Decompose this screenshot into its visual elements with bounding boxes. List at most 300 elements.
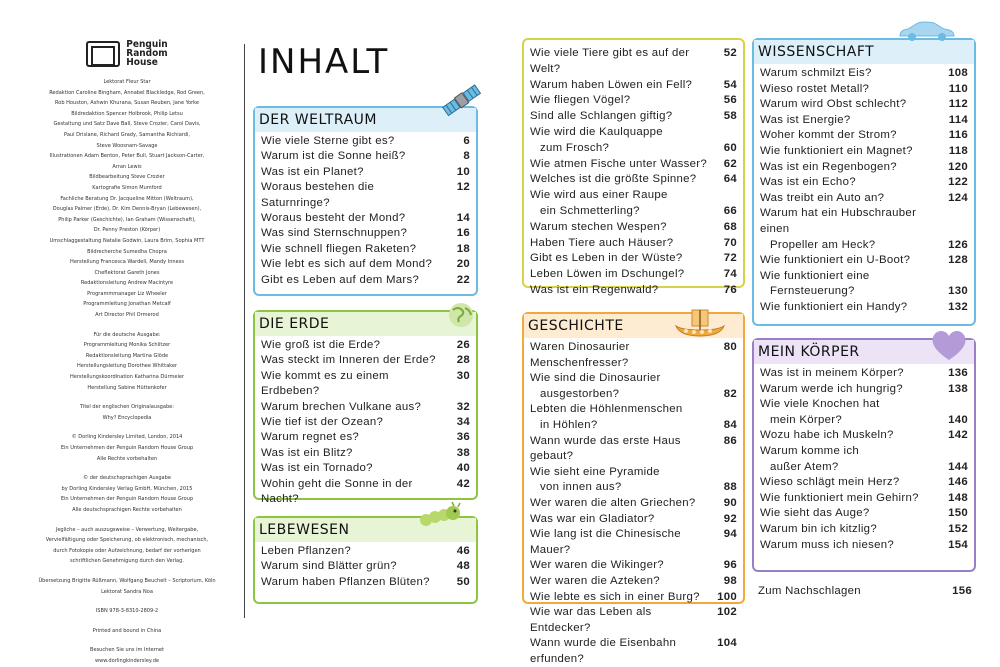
heart-icon: [930, 328, 968, 362]
toc-entry-page: 90: [723, 496, 737, 509]
toc-entry[interactable]: [261, 415, 470, 430]
toc-entry[interactable]: [530, 480, 737, 496]
toc-entry-page: 8: [463, 150, 470, 163]
toc-entry-page: 132: [948, 300, 968, 313]
imprint-text: [20, 77, 234, 667]
imprint-line: schriftlichen Genehmigung durch den Verlag.: [70, 558, 184, 565]
toc-entry-page: 34: [456, 416, 470, 429]
toc-entry[interactable]: [760, 382, 968, 398]
toc-entry-page: 58: [723, 110, 737, 123]
logo-line: Penguin: [126, 39, 168, 50]
toc-entry-page: 116: [948, 129, 968, 142]
toc-entry[interactable]: [261, 544, 470, 559]
toc-entry-page: 102: [717, 606, 737, 619]
toc-entry[interactable]: [530, 109, 737, 125]
toc-entry[interactable]: [530, 465, 737, 481]
toc-entry-text: Wie sieht das Auge?: [760, 507, 870, 520]
toc-entry-text: Haben Tiere auch Häuser?: [530, 236, 674, 249]
toc-entry-text: Was ist in meinem Körper?: [760, 367, 904, 379]
toc-entry-text: Was ist ein Regenwald?: [530, 283, 659, 296]
toc-entry-text: Wie viele Knochen hat: [760, 398, 880, 411]
satellite-icon: [440, 80, 484, 120]
section-wissenschaft: [752, 38, 976, 326]
toc-entry-text: außer Atem?: [770, 460, 839, 473]
toc-entry[interactable]: [760, 475, 968, 491]
toc-entry-page: 74: [723, 268, 737, 281]
toc-entry-text: Wie funktioniert ein Magnet?: [760, 144, 913, 157]
section-geschichte: [522, 312, 745, 665]
toc-entry-text: Wozu habe ich Muskeln?: [760, 429, 894, 442]
toc-entry-page: 6: [463, 135, 470, 147]
toc-entry[interactable]: [261, 353, 470, 368]
toc-entry-page: 154: [948, 538, 968, 551]
toc-entry-page: 56: [723, 94, 737, 107]
toc-entry[interactable]: [530, 590, 737, 606]
toc-entry[interactable]: [261, 575, 470, 590]
toc-entry-text: Warum komme ich: [760, 444, 860, 457]
imprint-line: Cheflektorat Gareth Jones: [94, 269, 160, 276]
imprint-gap: [20, 516, 234, 525]
toc-entry[interactable]: [530, 220, 737, 236]
section-erde: [253, 310, 478, 506]
toc-entry-page: 42: [456, 477, 470, 490]
imprint-line: Vervielfältigung oder Speicherung, ob elektronisch, mechanisch,: [45, 537, 209, 544]
toc-entry-page: 76: [723, 283, 737, 296]
toc-entry-page: 94: [723, 528, 737, 541]
toc-entry[interactable]: [760, 506, 968, 522]
toc-entry-text: Waren Dinosaurier Menschenfresser?: [530, 341, 630, 369]
imprint-line: Lektorat Sandra Noa: [101, 588, 153, 595]
toc-entry[interactable]: [530, 236, 737, 252]
toc-entry[interactable]: [760, 538, 968, 554]
toc-entry-text: Was ist ein Tornado?: [261, 462, 373, 475]
toc-entry-text: Wann wurde das erste Haus gebaut?: [530, 434, 681, 463]
toc-entry-page: 152: [948, 522, 968, 535]
toc-entry-text: von innen aus?: [540, 481, 622, 494]
toc-entry[interactable]: [760, 413, 968, 429]
toc-entry-text: Wieso rostet Metall?: [760, 82, 870, 95]
toc-entry-text: Wie viele Sterne gibt es?: [261, 135, 395, 147]
imprint-line: Dr. Penny Preston (Körper): [93, 227, 161, 234]
toc-entry[interactable]: [530, 188, 737, 204]
toc-entry[interactable]: [530, 387, 737, 403]
imprint-line: Arran Lewis: [112, 163, 142, 170]
toc-entry[interactable]: [530, 78, 737, 94]
section-koerper: [752, 338, 976, 572]
logo-line: House: [126, 57, 158, 68]
toc-entry-page: 52: [723, 47, 737, 59]
imprint-gap: [20, 617, 234, 626]
toc-entry-text: Was ist Energie?: [760, 113, 851, 126]
imprint-line: Jegliche – auch auszugsweise – Verwertung, Weitergabe,: [55, 526, 199, 533]
toc-entry-page: 124: [948, 191, 968, 204]
toc-entry-text: Wie schnell fliegen Raketen?: [261, 242, 417, 255]
toc-entry[interactable]: [760, 97, 968, 113]
toc-entry[interactable]: [261, 211, 470, 226]
toc-entry-text: Wohin geht die Sonne in der Nacht?: [261, 477, 413, 506]
toc-entry[interactable]: [760, 300, 968, 316]
toc-entry-page: 46: [456, 545, 470, 557]
toc-entry[interactable]: [530, 172, 737, 188]
toc-entry-text: Warum schmilzt Eis?: [760, 67, 872, 79]
toc-entry[interactable]: [530, 267, 737, 283]
imprint-gap: [20, 393, 234, 402]
toc-entry-page: 114: [948, 113, 968, 126]
imprint-line: Steve Woosnam-Savage: [96, 142, 158, 149]
toc-entry-text: Was ist ein Echo?: [760, 176, 856, 189]
page-title: INHALT: [258, 42, 390, 82]
toc-entry-text: Was treibt ein Auto an?: [760, 191, 885, 204]
imprint-line: Art Director Phil Ormerod: [95, 312, 159, 319]
imprint-line: Herstellung Francesca Wardell, Mandy Inness: [70, 259, 184, 266]
imprint-line: Alle deutschsprachigen Rechte vorbehalten: [72, 506, 182, 513]
toc-entry-text: Wie wird aus einer Raupe: [530, 189, 668, 202]
toc-entry[interactable]: [760, 160, 968, 176]
imprint-line: Übersetzung Brigitte Rüßmann, Wolfgang Beuchelt – Scriptorium, Köln: [38, 577, 216, 584]
toc-entry-page: 50: [456, 575, 470, 588]
toc-entry[interactable]: [261, 149, 470, 164]
toc-entry-text: Warum ist die Sonne heiß?: [261, 150, 406, 163]
toc-entry[interactable]: [530, 605, 737, 636]
imprint-line: Programmmanager Liz Wheeler: [87, 290, 167, 297]
toc-entry-page: 80: [723, 341, 737, 353]
toc-entry[interactable]: [760, 253, 968, 269]
toc-entry[interactable]: [261, 338, 470, 353]
globe-icon: [444, 300, 478, 330]
car-icon: [896, 20, 958, 42]
toc-entry-page: 136: [948, 367, 968, 379]
toc-entry[interactable]: [530, 574, 737, 590]
imprint-line: Bildredaktion Spencer Holbrook, Philip Letsu: [71, 110, 183, 117]
imprint-line: ISBN 978-3-8310-2809-2: [95, 608, 159, 615]
toc-entry[interactable]: [530, 527, 737, 558]
toc-entry-page: 130: [948, 285, 968, 298]
publisher-logo: [20, 40, 234, 67]
imprint-column: [20, 40, 234, 667]
toc-entry[interactable]: [261, 369, 470, 400]
toc-entry-page: 104: [717, 637, 737, 650]
toc-entry[interactable]: [530, 496, 737, 512]
imprint-gap: [20, 597, 234, 606]
imprint-line: durch Fotokopie oder Aufzeichnung, bedarf der vorherigen: [53, 547, 201, 554]
toc-entry[interactable]: [760, 522, 968, 538]
imprint-line: Bildbearbeitung Steve Crozier: [89, 174, 165, 181]
imprint-line: by Dorling Kindersley Verlag GmbH, München, 2015: [61, 485, 193, 492]
toc-entry[interactable]: [530, 402, 737, 418]
imprint-line: Gestaltung und Satz Dave Ball, Steve Crozier, Carol Davis,: [53, 121, 201, 128]
toc-entry-page: 22: [456, 273, 470, 286]
imprint-line: © Dorling Kindersley Limited, London, 2014: [71, 434, 183, 441]
toc-entry-page: 110: [948, 82, 968, 95]
imprint-line: Illustrationen Adam Benton, Peter Bull, Stuart Jackson-Carter,: [49, 153, 205, 160]
toc-entry-page: 32: [456, 400, 470, 413]
imprint-line: Philip Parker (Geschichte), Ian Graham (Wissenschaft),: [58, 216, 196, 223]
imprint-line: Paul Drislane, Richard Grady, Samantha Richiardi,: [64, 131, 190, 138]
toc-entry-page: 30: [456, 369, 470, 382]
toc-entry-text: Wie atmen Fische unter Wasser?: [530, 157, 707, 170]
toc-entry-page: 138: [948, 382, 968, 395]
toc-entry-page: 108: [948, 67, 968, 79]
toc-entry-text: in Höhlen?: [540, 418, 598, 431]
toc-entry[interactable]: [530, 46, 737, 78]
toc-entry-page: 70: [723, 236, 737, 249]
imprint-line: © der deutschsprachigen Ausgabe: [83, 475, 171, 482]
toc-entry-page: 112: [948, 98, 968, 111]
toc-entry[interactable]: [261, 242, 470, 257]
toc-entry-text: mein Körper?: [770, 413, 842, 426]
toc-entry[interactable]: [760, 428, 968, 444]
toc-entry[interactable]: [530, 418, 737, 434]
section-weltraum: [253, 106, 478, 296]
toc-entry-page: 28: [456, 354, 470, 367]
toc-entry-page: 26: [456, 339, 470, 351]
viking-ship-icon: [674, 308, 726, 342]
toc-entry-text: Wie kommt es zu einem Erdbeben?: [261, 369, 389, 398]
imprint-line: Programmleitung Jonathan Metcalf: [83, 301, 171, 308]
toc-entry[interactable]: [760, 206, 968, 237]
toc-entry-text: Lebten die Höhlenmenschen: [530, 403, 683, 416]
imprint-line: Redaktionsleitung Martina Glöde: [85, 352, 169, 359]
toc-entry[interactable]: [261, 559, 470, 574]
toc-entry-page: 10: [456, 165, 470, 178]
toc-entry[interactable]: [760, 444, 968, 460]
toc-entry-text: Was ist ein Blitz?: [261, 446, 353, 459]
imprint-line: Ein Unternehmen der Penguin Random House Group: [60, 445, 194, 451]
toc-entry[interactable]: [760, 82, 968, 98]
toc-entry[interactable]: [261, 461, 470, 476]
toc-entry-page: 128: [948, 254, 968, 267]
toc-entry-text: Wieso schlägt mein Herz?: [760, 476, 900, 489]
toc-entry-page: 18: [456, 242, 470, 255]
toc-entry-text: Sind alle Schlangen giftig?: [530, 110, 673, 123]
imprint-line: Redaktion Caroline Bingham, Annabel Blackledge, Rod Green,: [49, 89, 205, 96]
imprint-line: Ein Unternehmen der Penguin Random House Group: [60, 496, 194, 503]
toc-entry-page: 62: [723, 157, 737, 170]
imprint-line: Fachliche Beratung Dr. Jacqueline Mitton (Weltraum),: [60, 195, 194, 202]
caterpillar-icon: [418, 502, 464, 528]
imprint-line: Redaktionsleitung Andrew Macintyre: [80, 280, 174, 287]
toc-entry-text: Wer waren die alten Griechen?: [530, 496, 696, 509]
toc-entry[interactable]: [530, 512, 737, 528]
toc-entry-page: 60: [723, 141, 737, 154]
toc-entry-text: Leben Löwen im Dschungel?: [530, 268, 685, 281]
toc-entry-page: 142: [948, 429, 968, 442]
toc-entry-text: zum Frosch?: [540, 141, 610, 154]
toc-entry[interactable]: [261, 257, 470, 272]
toc-entry-text: Warum haben Pflanzen Blüten?: [261, 575, 430, 588]
toc-entry-page: 36: [456, 431, 470, 444]
toc-entry-page: 82: [723, 387, 737, 400]
toc-entry[interactable]: [760, 66, 968, 82]
toc-entry-text: Zum Nachschlagen: [758, 585, 861, 597]
toc-entry-text: Warum sind Blätter grün?: [261, 560, 397, 573]
toc-entry[interactable]: [760, 128, 968, 144]
toc-entry-page: 84: [723, 418, 737, 431]
toc-entry-page: 68: [723, 220, 737, 233]
column-divider: [244, 44, 245, 618]
toc-entry[interactable]: [530, 141, 737, 157]
toc-entry-text: Warum bin ich kitzlig?: [760, 522, 877, 535]
book-logo-icon: [86, 41, 120, 67]
toc-entry[interactable]: [530, 558, 737, 574]
toc-entry-text: Woraus besteht der Mond?: [261, 212, 406, 225]
toc-entry-text: Warum hat ein Hubschrauber einen: [760, 207, 917, 235]
toc-entry-page: 150: [948, 507, 968, 520]
toc-entry-text: ausgestorben?: [540, 387, 620, 400]
toc-entry-text: Propeller am Heck?: [770, 238, 876, 251]
toc-entry[interactable]: [530, 371, 737, 387]
toc-entry[interactable]: [760, 366, 968, 382]
toc-entry-text: Wie funktioniert ein U-Boot?: [760, 254, 911, 267]
toc-entry-page: 146: [948, 476, 968, 489]
imprint-gap: [20, 567, 234, 576]
imprint-line: Besuchen Sie uns im Internet: [90, 647, 164, 654]
section-title: WISSENSCHAFT: [754, 40, 974, 64]
toc-entry-page: 100: [717, 590, 737, 603]
toc-entry-page: 66: [723, 204, 737, 217]
toc-entry-page: 12: [456, 181, 470, 194]
toc-entry-text: Warum brechen Vulkane aus?: [261, 400, 422, 413]
toc-entry-page: 48: [456, 560, 470, 573]
imprint-line: Titel der englischen Originalausgabe:: [80, 404, 174, 411]
imprint-line: Printed and bound in China: [92, 627, 162, 634]
toc-entry[interactable]: [261, 134, 470, 149]
toc-entry-text: Wie lebt es sich auf dem Mond?: [261, 258, 433, 271]
toc-entry[interactable]: [760, 175, 968, 191]
toc-entry-page: 140: [948, 413, 968, 426]
toc-entry[interactable]: [760, 144, 968, 160]
toc-entry[interactable]: [530, 636, 737, 667]
imprint-line: Kartografie Simon Mumford: [92, 184, 162, 191]
imprint-line: Bildrecherche Sumedha Chopra: [87, 248, 167, 255]
toc-entry-text: Wie lebte es sich in einer Burg?: [530, 590, 700, 603]
toc-entry[interactable]: [261, 226, 470, 241]
toc-entry-text: Warum werde ich hungrig?: [760, 382, 903, 395]
toc-entry-text: Wie war das Leben als Entdecker?: [530, 606, 652, 634]
logo-line: Random: [126, 48, 168, 59]
section-title: GESCHICHTE: [524, 314, 743, 338]
toc-entry-text: Wie sind die Dinosaurier: [530, 372, 661, 385]
toc-entry-text: ein Schmetterling?: [540, 204, 640, 217]
toc-entry-text: Was steckt im Inneren der Erde?: [261, 354, 436, 367]
toc-entry[interactable]: [760, 460, 968, 476]
toc-entry-page: 72: [723, 252, 737, 265]
toc-entry-text: Woher kommt der Strom?: [760, 129, 897, 142]
toc-entry-page: 86: [723, 434, 737, 447]
toc-entry-text: Wie funktioniert ein Handy?: [760, 300, 908, 313]
toc-entry[interactable]: [261, 446, 470, 461]
imprint-gap: [20, 423, 234, 432]
toc-entry-text: Wie wird die Kaulquappe: [530, 125, 663, 138]
toc-entry-text: Warum haben Löwen ein Fell?: [530, 78, 693, 91]
toc-entry[interactable]: [530, 204, 737, 220]
toc-entry[interactable]: [261, 400, 470, 415]
toc-entry[interactable]: [530, 251, 737, 267]
toc-entry-page: 156: [952, 585, 972, 597]
toc-entry-text: Wer waren die Wikinger?: [530, 559, 664, 572]
imprint-line: www.dorlingkindersley.de: [94, 657, 159, 664]
imprint-line: Why? Encyclopedia: [102, 414, 152, 421]
imprint-gap: [20, 464, 234, 473]
toc-entry-page: 92: [723, 512, 737, 525]
section-title: DIE ERDE: [255, 312, 476, 336]
toc-entry[interactable]: [530, 340, 737, 371]
toc-entry-text: Welches ist die größte Spinne?: [530, 173, 697, 186]
toc-entry-text: Was ist ein Planet?: [261, 165, 364, 178]
toc-entry-page: 98: [723, 574, 737, 587]
toc-entry-page: 64: [723, 173, 737, 186]
toc-entry-text: Leben Pflanzen?: [261, 545, 352, 557]
toc-entry-text: Wann wurde die Eisenbahn erfunden?: [530, 637, 677, 665]
toc-entry-page: 96: [723, 559, 737, 572]
section-title: LEBEWESEN: [255, 518, 476, 542]
toc-entry-text: Wie funktioniert eine: [760, 269, 870, 282]
toc-entry-page: 120: [948, 160, 968, 173]
toc-entry-page: 40: [456, 462, 470, 475]
toc-entry-text: Warum muss ich niesen?: [760, 538, 895, 551]
toc-entry[interactable]: [760, 397, 968, 413]
toc-entry-text: Gibt es Leben in der Wüste?: [530, 252, 683, 265]
toc-entry-text: Wie funktioniert mein Gehirn?: [760, 491, 919, 504]
section-tiere: [522, 38, 745, 296]
toc-entry-text: Wie lang ist die Chinesische Mauer?: [530, 528, 681, 556]
toc-entry-page: 20: [456, 258, 470, 271]
toc-entry[interactable]: [760, 269, 968, 285]
toc-entry[interactable]: [261, 180, 470, 211]
toc-entry-page: 88: [723, 481, 737, 494]
toc-entry[interactable]: [530, 283, 737, 299]
toc-entry-text: Fernsteuerung?: [770, 285, 855, 298]
toc-entry-page: 118: [948, 144, 968, 157]
toc-entry[interactable]: [760, 491, 968, 507]
toc-entry-text: Wie tief ist der Ozean?: [261, 416, 384, 429]
imprint-line: Alle Rechte vorbehalten: [96, 455, 158, 462]
toc-entry[interactable]: [530, 157, 737, 173]
toc-entry-text: Wie fliegen Vögel?: [530, 94, 631, 107]
toc-entry[interactable]: [760, 238, 968, 254]
toc-entry-text: Warum regnet es?: [261, 431, 360, 444]
toc-entry-nachschlagen[interactable]: [758, 585, 972, 597]
toc-entry[interactable]: [760, 191, 968, 207]
toc-entry-page: 54: [723, 78, 737, 91]
toc-entry-text: Wie viele Tiere gibt es auf der Welt?: [530, 47, 690, 75]
toc-entry[interactable]: [261, 430, 470, 445]
toc-entry[interactable]: [530, 434, 737, 465]
imprint-gap: [20, 636, 234, 645]
toc-entry[interactable]: [261, 273, 470, 288]
imprint-line: Umschlaggestaltung Natalie Godwin, Laura Brim, Sophia MTT: [49, 237, 205, 244]
toc-entry[interactable]: [760, 113, 968, 129]
imprint-line: Programmleitung Monika Schlitzer: [83, 342, 171, 349]
toc-entry[interactable]: [261, 165, 470, 180]
toc-entry[interactable]: [530, 93, 737, 109]
imprint-line: Lektorat Fleur Star: [103, 79, 151, 85]
toc-entry-text: Wie groß ist die Erde?: [261, 339, 381, 351]
toc-entry-page: 148: [948, 491, 968, 504]
toc-entry-page: 16: [456, 227, 470, 240]
toc-entry-text: Wer waren die Azteken?: [530, 574, 660, 587]
toc-entry-page: 144: [948, 460, 968, 473]
toc-entry-page: 122: [948, 176, 968, 189]
toc-entry-text: Was sind Sternschnuppen?: [261, 227, 408, 240]
toc-entry[interactable]: [760, 284, 968, 300]
toc-entry-text: Woraus bestehen die Saturnringe?: [261, 181, 375, 209]
toc-entry-text: Wie sieht eine Pyramide: [530, 465, 660, 478]
toc-entry-page: 38: [456, 446, 470, 459]
imprint-line: Rob Houston, Ashwin Khurana, Susan Reuben, Jane Yorke: [55, 100, 199, 107]
imprint-line: Herstellung Sabine Hüttenkofer: [87, 384, 167, 391]
toc-entry[interactable]: [530, 125, 737, 141]
